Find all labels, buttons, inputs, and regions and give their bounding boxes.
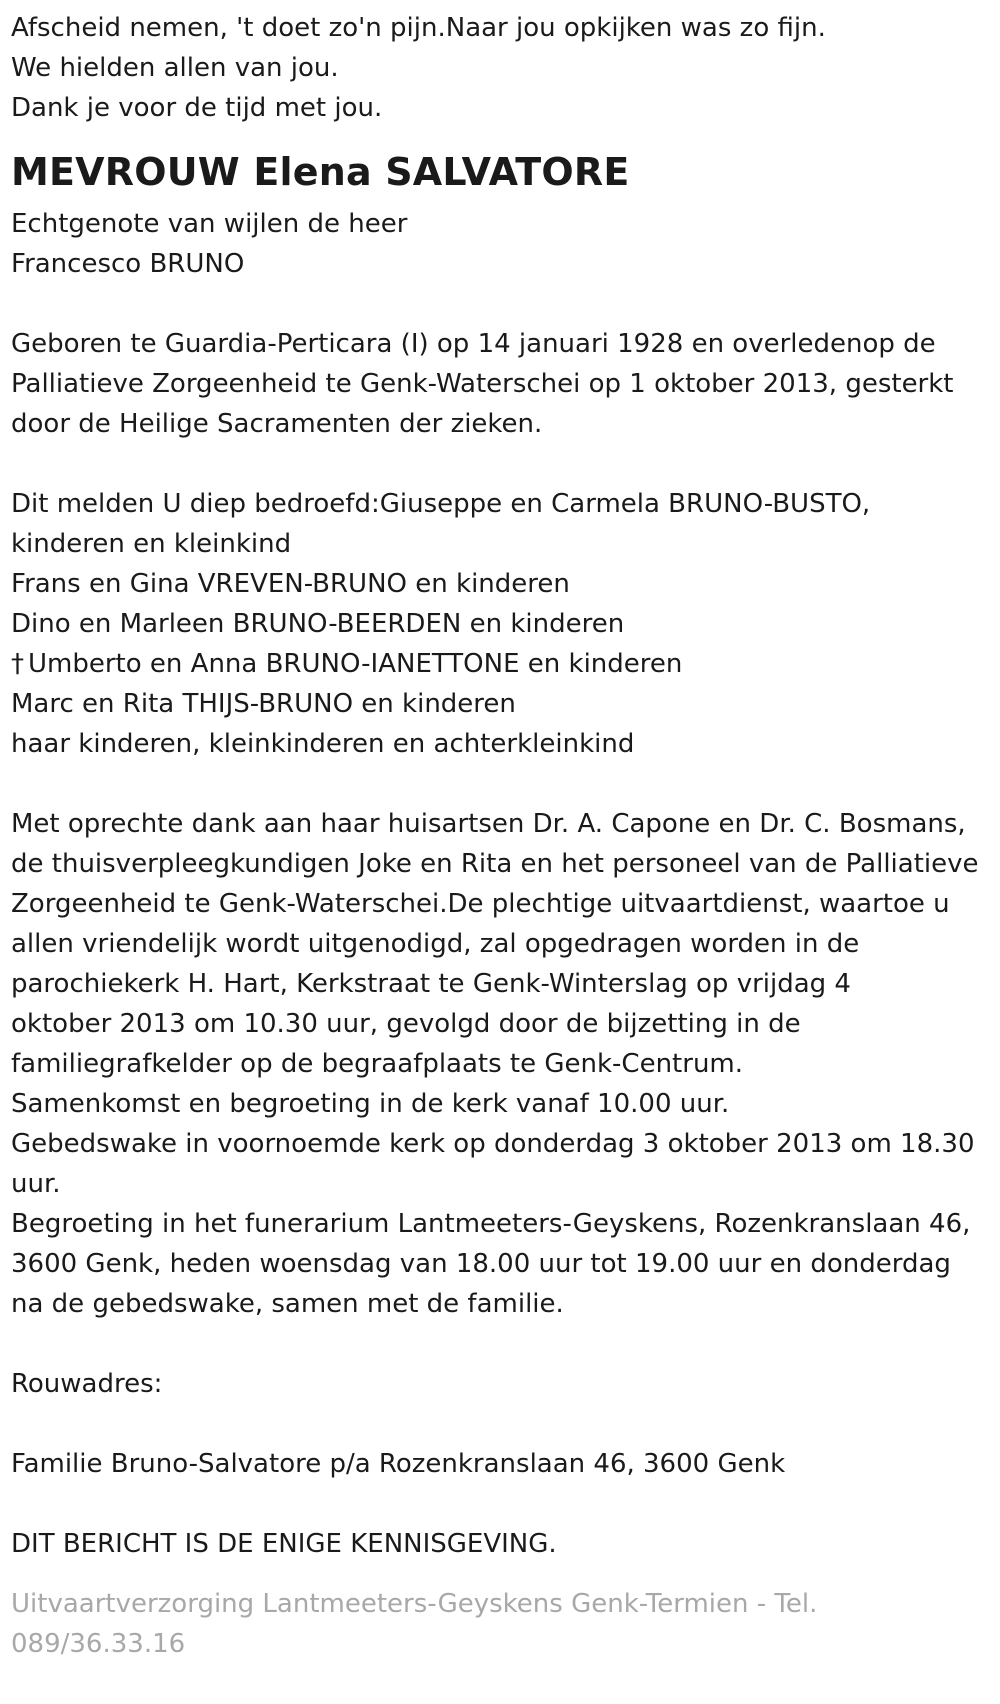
funeral-director-footer [11, 1584, 1000, 1664]
address-label: Rouwadres: [11, 1369, 163, 1399]
notice: DIT BERICHT IS DE ENIGE KENNISGEVING. [11, 1529, 557, 1559]
ceremony-line: na de gebedswake, samen met de familie. [11, 1289, 564, 1319]
family-line: Marc en Rita THIJS-BRUNO en kinderen [11, 689, 516, 719]
spouse-info [11, 204, 1000, 284]
birth-death-info [11, 324, 1000, 444]
ceremony-line: uur. [11, 1169, 61, 1199]
birth-death-line: Palliatieve Zorgeenheid te Genk-Waterschei op 1 oktober 2013, gesterkt [11, 369, 954, 399]
poem [11, 8, 1000, 128]
family-line-text: Umberto en Anna BRUNO-IANETTONE en kinderen [28, 649, 683, 679]
ceremony-line: allen vriendelijk wordt uitgenodigd, zal opgedragen worden in de [11, 929, 860, 959]
footer-line: 089/36.33.16 [11, 1629, 186, 1659]
family-intro: Dit melden U diep bedroefd:Giuseppe en Carmela BRUNO-BUSTO, [11, 489, 871, 519]
spouse-line: Francesco BRUNO [11, 249, 245, 279]
ceremony-line: oktober 2013 om 10.30 uur, gevolgd door de bijzetting in de [11, 1009, 801, 1039]
family-line: Frans en Gina VREVEN-BRUNO en kinderen [11, 569, 570, 599]
family-line-deceased [11, 644, 1000, 684]
ceremony-line: de thuisverpleegkundigen Joke en Rita en het personeel van de Palliatieve [11, 849, 979, 879]
deceased-name: MEVROUW Elena SALVATORE [11, 150, 630, 194]
spouse-line: Echtgenote van wijlen de heer [11, 209, 408, 239]
family-line: Dino en Marleen BRUNO-BEERDEN en kinderen [11, 609, 625, 639]
ceremony-line: Met oprechte dank aan haar huisartsen Dr. A. Capone en Dr. C. Bosmans, [11, 809, 966, 839]
poem-line: Afscheid nemen, 't doet zo'n pijn.Naar jou opkijken was zo fijn. [11, 13, 826, 43]
family-line: kinderen en kleinkind [11, 529, 292, 559]
ceremony-info [11, 804, 1000, 1324]
address-value: Familie Bruno-Salvatore p/a Rozenkranslaan 46, 3600 Genk [11, 1449, 786, 1479]
cross-icon: † [11, 649, 24, 679]
ceremony-line: Zorgeenheid te Genk-Waterschei.De plechtige uitvaartdienst, waartoe u [11, 889, 950, 919]
ceremony-line: parochiekerk H. Hart, Kerkstraat te Genk-Winterslag op vrijdag 4 [11, 969, 851, 999]
poem-line: We hielden allen van jou. [11, 53, 339, 83]
ceremony-line: Samenkomst en begroeting in de kerk vanaf 10.00 uur. [11, 1089, 730, 1119]
ceremony-line: Gebedswake in voornoemde kerk op donderdag 3 oktober 2013 om 18.30 [11, 1129, 975, 1159]
birth-death-line: Geboren te Guardia-Perticara (I) op 14 januari 1928 en overledenop de [11, 329, 936, 359]
family-line: haar kinderen, kleinkinderen en achterkleinkind [11, 729, 635, 759]
family-list [11, 484, 1000, 764]
ceremony-line: familiegrafkelder op de begraafplaats te Genk-Centrum. [11, 1049, 744, 1079]
ceremony-line: 3600 Genk, heden woensdag van 18.00 uur tot 19.00 uur en donderdag [11, 1249, 951, 1279]
ceremony-line: Begroeting in het funerarium Lantmeeters-Geyskens, Rozenkranslaan 46, [11, 1209, 971, 1239]
birth-death-line: door de Heilige Sacramenten der zieken. [11, 409, 543, 439]
footer-line: Uitvaartverzorging Lantmeeters-Geyskens Genk-Termien - Tel. [11, 1589, 818, 1619]
poem-line: Dank je voor de tijd met jou. [11, 93, 383, 123]
